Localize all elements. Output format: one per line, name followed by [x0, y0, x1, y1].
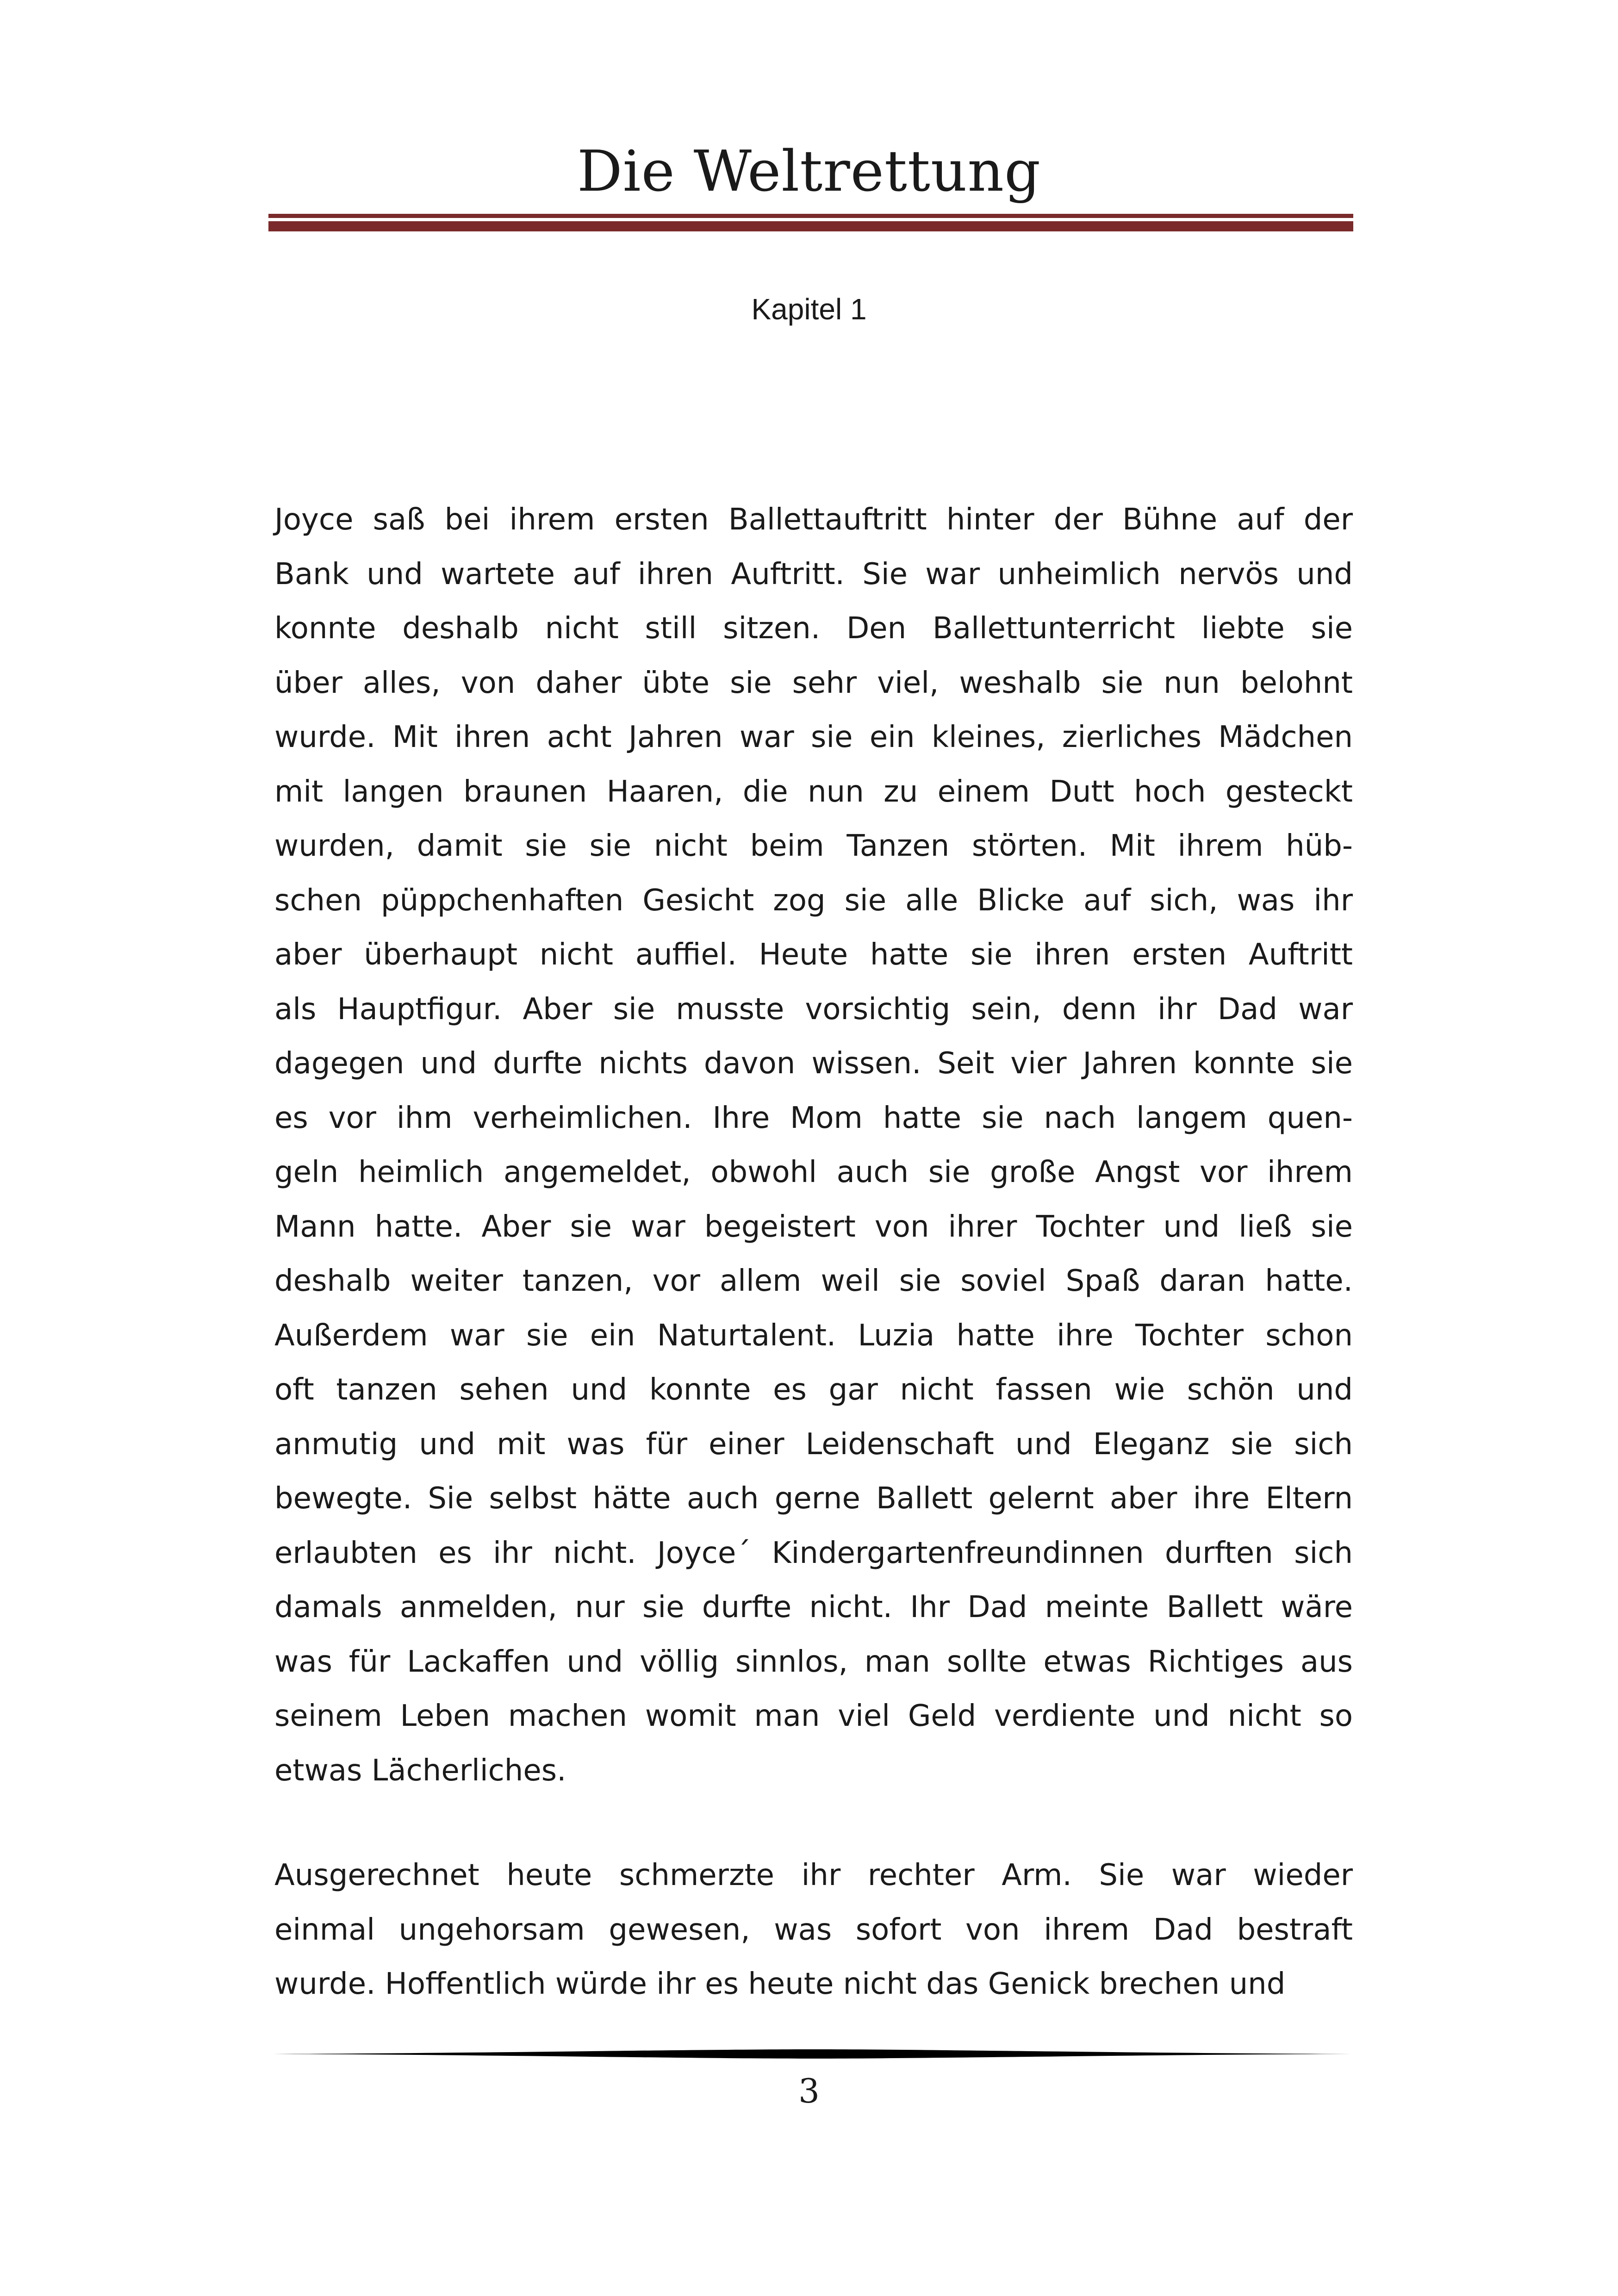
text-line: damals anmelden, nur sie durfte nicht. Ihr Dad meinte Ballett wäre [274, 1590, 1353, 1624]
text-line: bewegte. Sie selbst hätte auch gerne Ballett gelernt aber ihre Eltern [274, 1481, 1353, 1516]
text-line: dagegen und durfte nichts davon wissen. Seit vier Jahren konnte sie [274, 1046, 1353, 1081]
book-title: Die Weltrettung [577, 138, 1041, 204]
text-line: anmutig und mit was für einer Leidenschaft und Eleganz sie sich [274, 1427, 1353, 1462]
text-line: es vor ihm verheimlichen. Ihre Mom hatte sie nach langem quen- [274, 1101, 1353, 1135]
text-line: Bank und wartete auf ihren Auftritt. Sie war unheimlich nervös und [274, 557, 1353, 591]
text-line: erlaubten es ihr nicht. Joyce´ Kindergartenfreundinnen durften sich [274, 1536, 1353, 1570]
text-line: konnte deshalb nicht still sitzen. Den Ballettunterricht liebte sie [274, 611, 1353, 646]
text-line: seinem Leben machen womit man viel Geld verdiente und nicht so [274, 1699, 1353, 1733]
text-line: geln heimlich angemeldet, obwohl auch sie große Angst vor ihrem [274, 1155, 1353, 1189]
text-line: wurde. Hoffentlich würde ihr es heute nicht das Genick brechen und [274, 1967, 1286, 2001]
text-line: als Hauptfigur. Aber sie musste vorsichtig sein, denn ihr Dad war [274, 992, 1353, 1027]
paragraph-2 [274, 1848, 1353, 2012]
text-line: schen püppchenhaften Gesicht zog sie alle Blicke auf sich, was ihr [274, 883, 1353, 918]
title-double-rule [268, 214, 1353, 233]
text-line: einmal ungehorsam gewesen, was sofort von ihrem Dad bestraft [274, 1912, 1353, 1947]
text-line: was für Lackaffen und völlig sinnlos, man sollte etwas Richtiges aus [274, 1644, 1353, 1679]
text-line: Mann hatte. Aber sie war begeistert von ihrer Tochter und ließ sie [274, 1209, 1353, 1244]
text-line: deshalb weiter tanzen, vor allem weil sie soviel Spaß daran hatte. [274, 1264, 1353, 1298]
text-line: wurden, damit sie sie nicht beim Tanzen störten. Mit ihrem hüb- [274, 829, 1353, 863]
text-line: wurde. Mit ihren acht Jahren war sie ein kleines, zierliches Mädchen [274, 720, 1353, 754]
text-line: etwas Lächerliches. [274, 1753, 566, 1788]
text-line: Außerdem war sie ein Naturtalent. Luzia hatte ihre Tochter schon [274, 1318, 1353, 1353]
text-line: oft tanzen sehen und konnte es gar nicht fassen wie schön und [274, 1373, 1353, 1407]
paragraph-1 [274, 493, 1353, 1798]
chapter-heading: Kapitel 1 [751, 292, 867, 326]
text-line: über alles, von daher übte sie sehr viel, weshalb sie nun belohnt [274, 666, 1353, 700]
text-line: Ausgerechnet heute schmerzte ihr rechter Arm. Sie war wieder [274, 1858, 1353, 1892]
footer-rule [273, 2048, 1351, 2060]
text-line: Joyce saß bei ihrem ersten Ballettauftritt hinter der Bühne auf der [274, 503, 1353, 537]
text-line: aber überhaupt nicht auffiel. Heute hatte sie ihren ersten Auftritt [274, 938, 1353, 972]
page-number: 3 [798, 2072, 820, 2110]
text-line: mit langen braunen Haaren, die nun zu einem Dutt hoch gesteckt [274, 774, 1353, 809]
